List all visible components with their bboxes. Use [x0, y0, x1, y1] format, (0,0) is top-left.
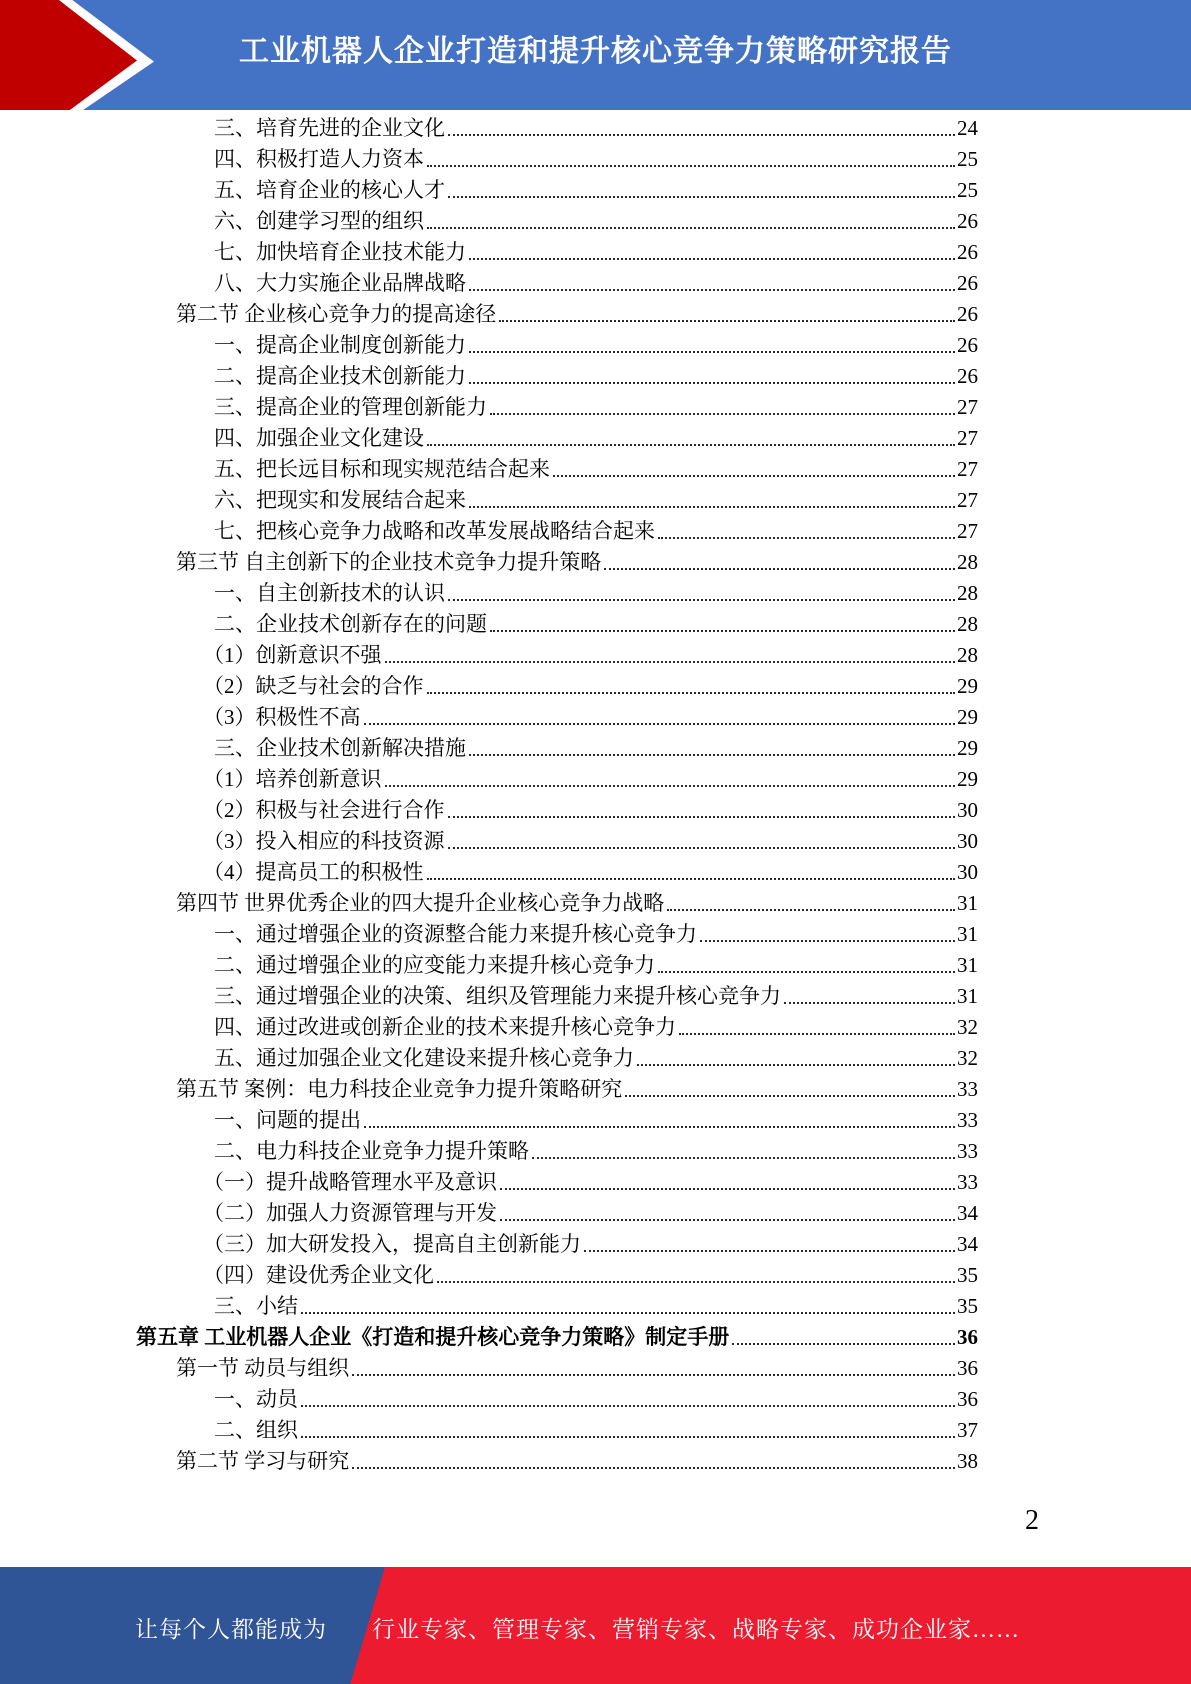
toc-entry[interactable]	[0, 795, 978, 826]
toc-leader-dots	[301, 1312, 955, 1314]
toc-page-number: 29	[957, 767, 978, 791]
toc-entry-label: （二）加强人力资源管理与开发	[203, 1201, 497, 1225]
toc-leader-dots	[301, 1405, 955, 1407]
toc-page-number: 34	[957, 1201, 978, 1225]
toc-page-number: 30	[957, 860, 978, 884]
toc-entry[interactable]	[0, 1074, 978, 1105]
toc-page-number: 26	[957, 302, 978, 326]
toc-entry-label: 三、企业技术创新解决措施	[214, 736, 466, 760]
toc-page-number: 24	[957, 116, 978, 140]
toc-page-number: 34	[957, 1232, 978, 1256]
toc-entry-label: 二、电力科技企业竞争力提升策略	[214, 1139, 529, 1163]
toc-entry[interactable]	[0, 237, 978, 268]
toc-entry-label: （四）建设优秀企业文化	[203, 1263, 434, 1287]
toc-entry[interactable]	[0, 392, 978, 423]
toc-page-number: 32	[957, 1015, 978, 1039]
toc-entry-label: （1）创新意识不强	[203, 643, 382, 667]
toc-entry-label: （3）投入相应的科技资源	[203, 829, 445, 853]
toc-entry[interactable]	[0, 1415, 978, 1446]
toc-page-number: 27	[957, 395, 978, 419]
toc-entry-label: 第二节 企业核心竞争力的提高途径	[176, 302, 497, 326]
report-title: 工业机器人企业打造和提升核心竞争力策略研究报告	[239, 35, 952, 68]
toc-leader-dots	[427, 878, 956, 880]
table-of-contents	[0, 113, 978, 1477]
toc-entry-label: 二、提高企业技术创新能力	[214, 364, 466, 388]
toc-page-number: 28	[957, 581, 978, 605]
toc-page-number: 27	[957, 488, 978, 512]
toc-entry[interactable]	[0, 454, 978, 485]
toc-entry-label: 一、通过增强企业的资源整合能力来提升核心竞争力	[214, 922, 697, 946]
toc-page-number: 38	[957, 1449, 978, 1473]
toc-entry-label: 七、加快培育企业技术能力	[214, 240, 466, 264]
toc-leader-dots	[604, 568, 955, 570]
toc-entry[interactable]	[0, 1384, 978, 1415]
toc-entry[interactable]	[0, 1446, 978, 1477]
toc-page-number: 28	[957, 643, 978, 667]
toc-entry-label: （一）提升战略管理水平及意识	[203, 1170, 497, 1194]
toc-entry[interactable]	[0, 330, 978, 361]
toc-page-number: 36	[957, 1356, 978, 1380]
toc-leader-dots	[352, 1374, 955, 1376]
toc-entry-label: 三、培育先进的企业文化	[214, 116, 445, 140]
toc-entry[interactable]	[0, 485, 978, 516]
toc-leader-dots	[490, 413, 955, 415]
toc-entry[interactable]	[0, 1291, 978, 1322]
toc-entry[interactable]	[0, 857, 978, 888]
toc-leader-dots	[427, 227, 955, 229]
toc-entry[interactable]	[0, 981, 978, 1012]
toc-leader-dots	[427, 444, 955, 446]
toc-page-number: 29	[957, 736, 978, 760]
toc-page-number: 28	[957, 550, 978, 574]
toc-page-number: 26	[957, 364, 978, 388]
toc-leader-dots	[469, 351, 955, 353]
footer-slogan-right: 行业专家、管理专家、营销专家、战略专家、成功企业家……	[372, 1617, 1020, 1642]
toc-leader-dots	[385, 661, 956, 663]
toc-entry-label: 第四节 世界优秀企业的四大提升企业核心竞争力战略	[176, 891, 665, 915]
toc-entry[interactable]	[0, 113, 978, 144]
toc-leader-dots	[364, 723, 956, 725]
toc-leader-dots	[469, 289, 955, 291]
toc-entry[interactable]	[0, 1167, 978, 1198]
page-footer	[0, 1567, 1191, 1684]
toc-entry-label: （4）提高员工的积极性	[203, 860, 424, 884]
toc-page-number: 26	[957, 209, 978, 233]
toc-entry[interactable]	[0, 144, 978, 175]
toc-leader-dots	[532, 1157, 955, 1159]
toc-entry-label: 四、加强企业文化建设	[214, 426, 424, 450]
toc-leader-dots	[427, 692, 956, 694]
toc-page-number: 30	[957, 798, 978, 822]
toc-entry-label: 五、培育企业的核心人才	[214, 178, 445, 202]
toc-page-number: 26	[957, 333, 978, 357]
toc-leader-dots	[625, 1095, 955, 1097]
toc-entry[interactable]	[0, 1260, 978, 1291]
toc-page-number: 31	[957, 953, 978, 977]
toc-entry[interactable]	[0, 299, 978, 330]
toc-entry-label: （3）积极性不高	[203, 705, 361, 729]
toc-page-number: 25	[957, 147, 978, 171]
toc-entry[interactable]	[0, 919, 978, 950]
toc-entry[interactable]	[0, 1136, 978, 1167]
toc-entry[interactable]	[0, 950, 978, 981]
toc-leader-dots	[448, 196, 955, 198]
toc-leader-dots	[352, 1467, 955, 1469]
toc-leader-dots	[500, 1188, 955, 1190]
toc-page-number: 27	[957, 426, 978, 450]
toc-leader-dots	[584, 1250, 955, 1252]
toc-leader-dots	[658, 971, 955, 973]
toc-leader-dots	[469, 754, 955, 756]
toc-entry-label: 三、通过增强企业的决策、组织及管理能力来提升核心竞争力	[214, 984, 781, 1008]
toc-leader-dots	[469, 382, 955, 384]
toc-leader-dots	[500, 1219, 955, 1221]
toc-page-number: 27	[957, 457, 978, 481]
toc-entry-label: 一、自主创新技术的认识	[214, 581, 445, 605]
toc-entry-label: （2）缺乏与社会的合作	[203, 674, 424, 698]
toc-entry-label: 三、提高企业的管理创新能力	[214, 395, 487, 419]
toc-leader-dots	[499, 320, 955, 322]
toc-entry-label: 第三节 自主创新下的企业技术竞争力提升策略	[176, 550, 602, 574]
toc-page-number: 37	[957, 1418, 978, 1442]
toc-entry-label: 八、大力实施企业品牌战略	[214, 271, 466, 295]
toc-entry-label: 四、通过改进或创新企业的技术来提升核心竞争力	[214, 1015, 676, 1039]
toc-entry-label: 二、企业技术创新存在的问题	[214, 612, 487, 636]
page-header	[0, 0, 1191, 110]
toc-leader-dots	[448, 816, 956, 818]
toc-entry[interactable]	[0, 764, 978, 795]
toc-entry[interactable]	[0, 423, 978, 454]
toc-page-number: 30	[957, 829, 978, 853]
toc-entry-label: 三、小结	[214, 1294, 298, 1318]
toc-page-number: 26	[957, 240, 978, 264]
toc-page-number: 32	[957, 1046, 978, 1070]
toc-entry-label: （2）积极与社会进行合作	[203, 798, 445, 822]
toc-entry[interactable]	[0, 671, 978, 702]
toc-entry-label: 第一节 动员与组织	[176, 1356, 350, 1380]
toc-entry-label: 一、动员	[214, 1387, 298, 1411]
toc-entry[interactable]	[0, 1012, 978, 1043]
toc-entry[interactable]	[0, 1043, 978, 1074]
toc-entry-label: 五、通过加强企业文化建设来提升核心竞争力	[214, 1046, 634, 1070]
toc-page-number: 33	[957, 1077, 978, 1101]
toc-page-number: 28	[957, 612, 978, 636]
toc-entry[interactable]	[0, 1105, 978, 1136]
toc-entry[interactable]	[0, 175, 978, 206]
toc-page-number: 29	[957, 705, 978, 729]
toc-entry[interactable]	[0, 888, 978, 919]
toc-leader-dots	[679, 1033, 955, 1035]
toc-leader-dots	[732, 1343, 955, 1345]
toc-entry[interactable]	[0, 1353, 978, 1384]
toc-entry-label: 一、问题的提出	[214, 1108, 361, 1132]
toc-leader-dots	[469, 506, 955, 508]
toc-page-number: 31	[957, 984, 978, 1008]
toc-entry[interactable]	[0, 206, 978, 237]
toc-leader-dots	[448, 847, 956, 849]
toc-leader-dots	[437, 1281, 955, 1283]
toc-entry[interactable]	[0, 640, 978, 671]
toc-leader-dots	[700, 940, 955, 942]
toc-leader-dots	[364, 1126, 955, 1128]
toc-leader-dots	[637, 1064, 955, 1066]
toc-page-number: 33	[957, 1170, 978, 1194]
toc-leader-dots	[427, 165, 955, 167]
toc-page-number: 35	[957, 1294, 978, 1318]
toc-page-number: 31	[957, 891, 978, 915]
toc-entry[interactable]	[0, 609, 978, 640]
toc-leader-dots	[784, 1002, 955, 1004]
toc-entry[interactable]	[0, 826, 978, 857]
toc-entry[interactable]	[0, 361, 978, 392]
toc-entry[interactable]	[0, 516, 978, 547]
toc-page-number: 27	[957, 519, 978, 543]
toc-entry[interactable]	[0, 1322, 978, 1353]
toc-page-number: 36	[957, 1387, 978, 1411]
toc-entry-label: 六、创建学习型的组织	[214, 209, 424, 233]
toc-entry-label: 一、提高企业制度创新能力	[214, 333, 466, 357]
toc-page-number: 25	[957, 178, 978, 202]
toc-entry[interactable]	[0, 547, 978, 578]
toc-entry-label: 五、把长远目标和现实规范结合起来	[214, 457, 550, 481]
footer-slogan-left: 让每个人都能成为	[135, 1617, 327, 1642]
toc-entry[interactable]	[0, 268, 978, 299]
toc-leader-dots	[385, 785, 956, 787]
toc-entry-label: （三）加大研发投入，提高自主创新能力	[203, 1232, 581, 1256]
toc-leader-dots	[658, 537, 955, 539]
toc-page-number: 33	[957, 1139, 978, 1163]
toc-entry[interactable]	[0, 733, 978, 764]
toc-entry-label: （1）培养创新意识	[203, 767, 382, 791]
toc-entry[interactable]	[0, 1198, 978, 1229]
toc-entry-label: 第五节 案例：电力科技企业竞争力提升策略研究	[176, 1077, 623, 1101]
toc-entry-label: 第二节 学习与研究	[176, 1449, 350, 1473]
toc-leader-dots	[553, 475, 955, 477]
toc-entry-label: 四、积极打造人力资本	[214, 147, 424, 171]
toc-leader-dots	[490, 630, 955, 632]
toc-entry-label: 第五章 工业机器人企业《打造和提升核心竞争力策略》制定手册	[136, 1325, 730, 1349]
toc-page-number: 31	[957, 922, 978, 946]
toc-entry-label: 六、把现实和发展结合起来	[214, 488, 466, 512]
toc-entry-label: 七、把核心竞争力战略和改革发展战略结合起来	[214, 519, 655, 543]
toc-page-number: 29	[957, 674, 978, 698]
toc-page-number: 33	[957, 1108, 978, 1132]
toc-leader-dots	[448, 599, 955, 601]
toc-entry[interactable]	[0, 1229, 978, 1260]
toc-entry-label: 二、组织	[214, 1418, 298, 1442]
toc-entry[interactable]	[0, 702, 978, 733]
toc-leader-dots	[667, 909, 955, 911]
toc-entry-label: 二、通过增强企业的应变能力来提升核心竞争力	[214, 953, 655, 977]
toc-leader-dots	[448, 134, 955, 136]
page-number: 2	[1025, 1505, 1039, 1536]
toc-page-number: 35	[957, 1263, 978, 1287]
toc-page-number: 26	[957, 271, 978, 295]
toc-entry[interactable]	[0, 578, 978, 609]
toc-page-number: 36	[957, 1325, 978, 1349]
toc-leader-dots	[301, 1436, 955, 1438]
toc-leader-dots	[469, 258, 955, 260]
